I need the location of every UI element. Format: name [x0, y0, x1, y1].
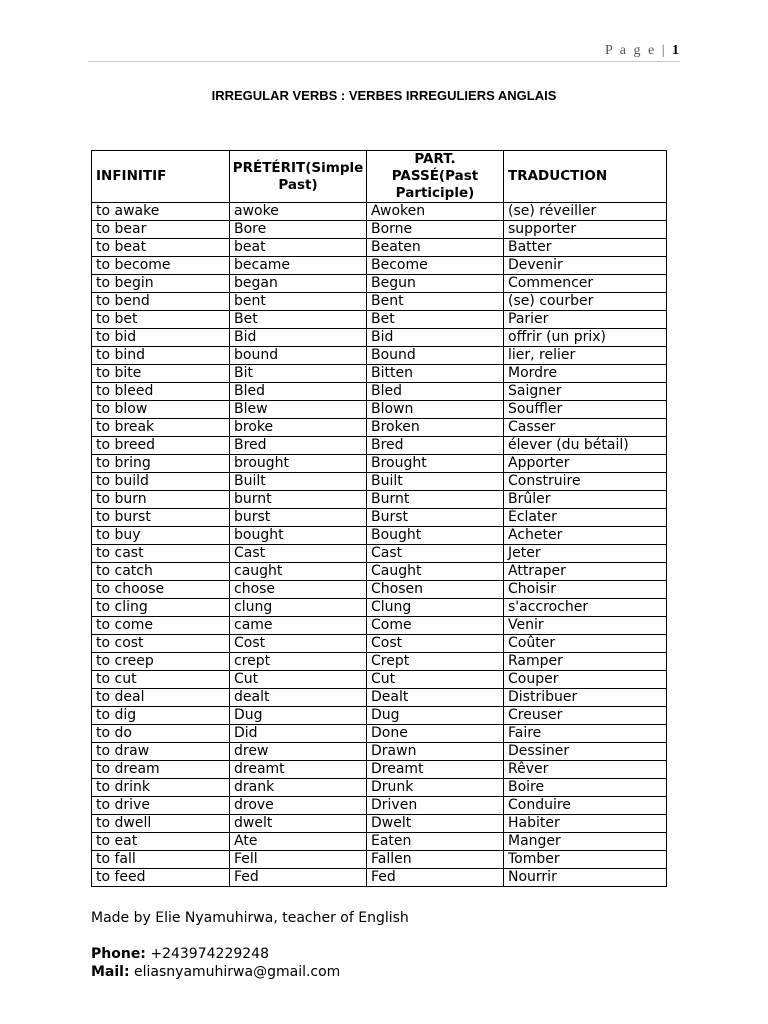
- traduction-cell: Commencer: [504, 275, 667, 293]
- table-row: [92, 347, 667, 365]
- traduction-cell: Acheter: [504, 527, 667, 545]
- table-header-row: [92, 151, 667, 203]
- table-row: [92, 851, 667, 869]
- traduction-cell: Habiter: [504, 815, 667, 833]
- traduction-cell: Jeter: [504, 545, 667, 563]
- infinitif-cell: to drink: [92, 779, 230, 797]
- table-row: [92, 419, 667, 437]
- preterit-cell: dealt: [230, 689, 367, 707]
- past-participle-cell: Burst: [367, 509, 504, 527]
- preterit-cell: brought: [230, 455, 367, 473]
- past-participle-cell: Crept: [367, 653, 504, 671]
- traduction-cell: Éclater: [504, 509, 667, 527]
- infinitif-cell: to cut: [92, 671, 230, 689]
- traduction-cell: Venir: [504, 617, 667, 635]
- infinitif-cell: to awake: [92, 203, 230, 221]
- traduction-cell: Batter: [504, 239, 667, 257]
- past-participle-cell: Bound: [367, 347, 504, 365]
- preterit-cell: drank: [230, 779, 367, 797]
- table-row: [92, 437, 667, 455]
- preterit-cell: Ate: [230, 833, 367, 851]
- preterit-cell: began: [230, 275, 367, 293]
- infinitif-cell: to become: [92, 257, 230, 275]
- past-participle-cell: Borne: [367, 221, 504, 239]
- preterit-cell: awoke: [230, 203, 367, 221]
- preterit-cell: Bore: [230, 221, 367, 239]
- traduction-cell: Construire: [504, 473, 667, 491]
- infinitif-cell: to dream: [92, 761, 230, 779]
- traduction-cell: Couper: [504, 671, 667, 689]
- infinitif-cell: to bend: [92, 293, 230, 311]
- preterit-cell: Bid: [230, 329, 367, 347]
- past-participle-cell: Bet: [367, 311, 504, 329]
- infinitif-cell: to bite: [92, 365, 230, 383]
- table-row: [92, 581, 667, 599]
- traduction-cell: Manger: [504, 833, 667, 851]
- mail-value: eliasnyamuhirwa@gmail.com: [129, 964, 341, 980]
- traduction-cell: Casser: [504, 419, 667, 437]
- past-participle-cell: Eaten: [367, 833, 504, 851]
- column-header-traduction: TRADUCTION: [504, 151, 667, 203]
- infinitif-cell: to breed: [92, 437, 230, 455]
- past-participle-cell: Bred: [367, 437, 504, 455]
- infinitif-cell: to bring: [92, 455, 230, 473]
- traduction-cell: Creuser: [504, 707, 667, 725]
- past-participle-cell: Begun: [367, 275, 504, 293]
- preterit-cell: bound: [230, 347, 367, 365]
- table-row: [92, 869, 667, 887]
- document-title: IRREGULAR VERBS : VERBES IRREGULIERS ANGLAIS: [211, 88, 557, 103]
- infinitif-cell: to feed: [92, 869, 230, 887]
- preterit-cell: broke: [230, 419, 367, 437]
- past-participle-cell: Caught: [367, 563, 504, 581]
- preterit-cell: beat: [230, 239, 367, 257]
- past-participle-cell: Beaten: [367, 239, 504, 257]
- table-row: [92, 707, 667, 725]
- infinitif-cell: to burst: [92, 509, 230, 527]
- infinitif-cell: to do: [92, 725, 230, 743]
- traduction-cell: (se) réveiller: [504, 203, 667, 221]
- past-participle-cell: Bled: [367, 383, 504, 401]
- preterit-cell: Cut: [230, 671, 367, 689]
- table-row: [92, 815, 667, 833]
- table-row: [92, 311, 667, 329]
- traduction-cell: Boire: [504, 779, 667, 797]
- page-header: [605, 43, 679, 59]
- traduction-cell: (se) courber: [504, 293, 667, 311]
- traduction-cell: offrir (un prix): [504, 329, 667, 347]
- infinitif-cell: to blow: [92, 401, 230, 419]
- past-participle-cell: Dwelt: [367, 815, 504, 833]
- infinitif-cell: to creep: [92, 653, 230, 671]
- past-participle-cell: Fallen: [367, 851, 504, 869]
- traduction-cell: Dessiner: [504, 743, 667, 761]
- past-participle-cell: Cut: [367, 671, 504, 689]
- infinitif-cell: to burn: [92, 491, 230, 509]
- table-row: [92, 761, 667, 779]
- page-separator: |: [656, 43, 672, 58]
- past-participle-cell: Done: [367, 725, 504, 743]
- preterit-cell: Bet: [230, 311, 367, 329]
- preterit-cell: Bled: [230, 383, 367, 401]
- table-row: [92, 509, 667, 527]
- past-participle-cell: Broken: [367, 419, 504, 437]
- traduction-cell: Distribuer: [504, 689, 667, 707]
- past-participle-cell: Dreamt: [367, 761, 504, 779]
- traduction-cell: Rêver: [504, 761, 667, 779]
- footer-credit: Made by Elie Nyamuhirwa, teacher of English: [91, 910, 409, 926]
- column-header-preterit: PRÉTÉRIT(Simple Past): [230, 151, 367, 203]
- table-row: [92, 383, 667, 401]
- table-row: [92, 491, 667, 509]
- table-row: [92, 473, 667, 491]
- preterit-cell: Cast: [230, 545, 367, 563]
- preterit-cell: Fell: [230, 851, 367, 869]
- traduction-cell: Tomber: [504, 851, 667, 869]
- preterit-cell: Dug: [230, 707, 367, 725]
- traduction-cell: lier, relier: [504, 347, 667, 365]
- mail-label: Mail:: [91, 964, 130, 980]
- past-participle-cell: Driven: [367, 797, 504, 815]
- infinitif-cell: to dwell: [92, 815, 230, 833]
- past-participle-cell: Drunk: [367, 779, 504, 797]
- infinitif-cell: to bear: [92, 221, 230, 239]
- past-participle-cell: Cost: [367, 635, 504, 653]
- column-header-past-participle: PART. PASSÉ(Past Participle): [367, 151, 504, 203]
- traduction-cell: Mordre: [504, 365, 667, 383]
- preterit-cell: Blew: [230, 401, 367, 419]
- table-row: [92, 833, 667, 851]
- past-participle-cell: Clung: [367, 599, 504, 617]
- past-participle-cell: Fed: [367, 869, 504, 887]
- preterit-cell: chose: [230, 581, 367, 599]
- traduction-cell: Choisir: [504, 581, 667, 599]
- preterit-cell: came: [230, 617, 367, 635]
- preterit-cell: Built: [230, 473, 367, 491]
- infinitif-cell: to buy: [92, 527, 230, 545]
- preterit-cell: Did: [230, 725, 367, 743]
- table-row: [92, 545, 667, 563]
- past-participle-cell: Built: [367, 473, 504, 491]
- infinitif-cell: to begin: [92, 275, 230, 293]
- phone-label: Phone:: [91, 946, 146, 962]
- infinitif-cell: to bet: [92, 311, 230, 329]
- infinitif-cell: to draw: [92, 743, 230, 761]
- preterit-cell: Bit: [230, 365, 367, 383]
- infinitif-cell: to deal: [92, 689, 230, 707]
- table-row: [92, 203, 667, 221]
- phone-value: +243974229248: [145, 946, 269, 962]
- preterit-cell: dwelt: [230, 815, 367, 833]
- traduction-cell: élever (du bétail): [504, 437, 667, 455]
- infinitif-cell: to choose: [92, 581, 230, 599]
- table-row: [92, 725, 667, 743]
- past-participle-cell: Brought: [367, 455, 504, 473]
- past-participle-cell: Bought: [367, 527, 504, 545]
- infinitif-cell: to fall: [92, 851, 230, 869]
- infinitif-cell: to catch: [92, 563, 230, 581]
- page-number: 1: [672, 43, 679, 58]
- header-rule: [88, 61, 680, 62]
- traduction-cell: Apporter: [504, 455, 667, 473]
- traduction-cell: s'accrocher: [504, 599, 667, 617]
- past-participle-cell: Burnt: [367, 491, 504, 509]
- traduction-cell: Parier: [504, 311, 667, 329]
- table-row: [92, 689, 667, 707]
- table-row: [92, 671, 667, 689]
- preterit-cell: dreamt: [230, 761, 367, 779]
- infinitif-cell: to cling: [92, 599, 230, 617]
- past-participle-cell: Come: [367, 617, 504, 635]
- infinitif-cell: to cast: [92, 545, 230, 563]
- table-row: [92, 797, 667, 815]
- past-participle-cell: Chosen: [367, 581, 504, 599]
- preterit-cell: bought: [230, 527, 367, 545]
- footer-mail: [91, 964, 340, 980]
- traduction-cell: Conduire: [504, 797, 667, 815]
- irregular-verbs-table: [91, 150, 667, 887]
- infinitif-cell: to bleed: [92, 383, 230, 401]
- table-row: [92, 455, 667, 473]
- traduction-cell: Coûter: [504, 635, 667, 653]
- page-label: P a g e: [604, 43, 657, 58]
- table-row: [92, 653, 667, 671]
- table-row: [92, 329, 667, 347]
- traduction-cell: Faire: [504, 725, 667, 743]
- table-row: [92, 365, 667, 383]
- infinitif-cell: to drive: [92, 797, 230, 815]
- traduction-cell: Ramper: [504, 653, 667, 671]
- footer-phone: [91, 946, 269, 962]
- column-header-infinitif: INFINITIF: [92, 151, 230, 203]
- past-participle-cell: Become: [367, 257, 504, 275]
- table-row: [92, 275, 667, 293]
- preterit-cell: Bred: [230, 437, 367, 455]
- table-row: [92, 635, 667, 653]
- infinitif-cell: to beat: [92, 239, 230, 257]
- table-row: [92, 257, 667, 275]
- table-row: [92, 401, 667, 419]
- past-participle-cell: Bid: [367, 329, 504, 347]
- past-participle-cell: Dug: [367, 707, 504, 725]
- past-participle-cell: Bitten: [367, 365, 504, 383]
- traduction-cell: Attraper: [504, 563, 667, 581]
- past-participle-cell: Dealt: [367, 689, 504, 707]
- preterit-cell: burnt: [230, 491, 367, 509]
- preterit-cell: burst: [230, 509, 367, 527]
- traduction-cell: Devenir: [504, 257, 667, 275]
- table-row: [92, 293, 667, 311]
- preterit-cell: drove: [230, 797, 367, 815]
- table-row: [92, 617, 667, 635]
- past-participle-cell: Drawn: [367, 743, 504, 761]
- table-row: [92, 221, 667, 239]
- table-row: [92, 239, 667, 257]
- traduction-cell: supporter: [504, 221, 667, 239]
- preterit-cell: clung: [230, 599, 367, 617]
- table-row: [92, 599, 667, 617]
- preterit-cell: became: [230, 257, 367, 275]
- traduction-cell: Saigner: [504, 383, 667, 401]
- preterit-cell: Cost: [230, 635, 367, 653]
- past-participle-cell: Awoken: [367, 203, 504, 221]
- preterit-cell: drew: [230, 743, 367, 761]
- infinitif-cell: to cost: [92, 635, 230, 653]
- traduction-cell: Souffler: [504, 401, 667, 419]
- past-participle-cell: Cast: [367, 545, 504, 563]
- preterit-cell: caught: [230, 563, 367, 581]
- past-participle-cell: Blown: [367, 401, 504, 419]
- past-participle-cell: Bent: [367, 293, 504, 311]
- infinitif-cell: to bid: [92, 329, 230, 347]
- preterit-cell: bent: [230, 293, 367, 311]
- infinitif-cell: to come: [92, 617, 230, 635]
- infinitif-cell: to build: [92, 473, 230, 491]
- table-body: [92, 203, 667, 887]
- infinitif-cell: to eat: [92, 833, 230, 851]
- table-row: [92, 779, 667, 797]
- preterit-cell: crept: [230, 653, 367, 671]
- infinitif-cell: to bind: [92, 347, 230, 365]
- infinitif-cell: to break: [92, 419, 230, 437]
- table-row: [92, 743, 667, 761]
- traduction-cell: Nourrir: [504, 869, 667, 887]
- infinitif-cell: to dig: [92, 707, 230, 725]
- table-row: [92, 527, 667, 545]
- table-row: [92, 563, 667, 581]
- traduction-cell: Brûler: [504, 491, 667, 509]
- preterit-cell: Fed: [230, 869, 367, 887]
